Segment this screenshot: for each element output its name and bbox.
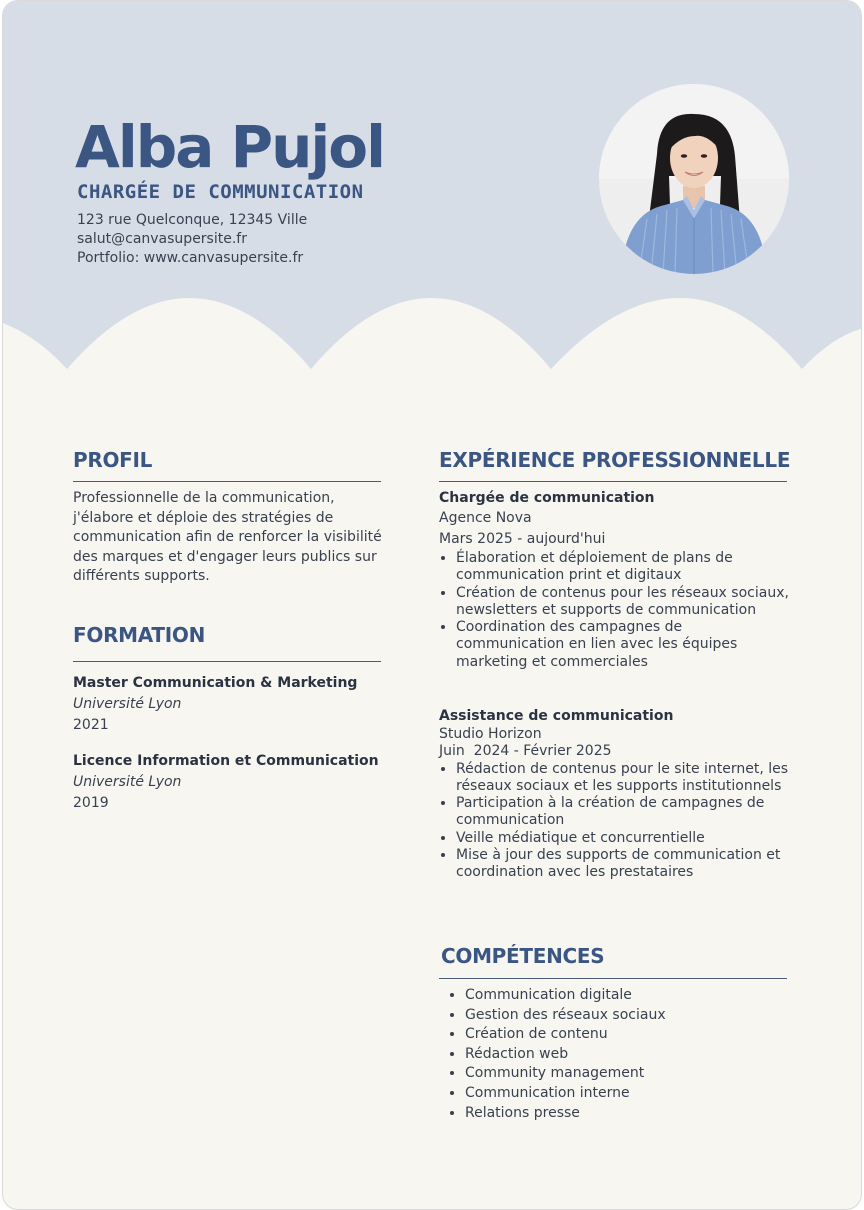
- education-section-title: FORMATION: [73, 623, 206, 647]
- skill-item: • Création de contenu: [465, 1025, 789, 1045]
- contact-email: salut@canvasupersite.fr: [77, 231, 247, 247]
- experience-bullet: • Veille médiatique et concurrentielle: [456, 830, 789, 847]
- contact-portfolio: Portfolio: www.canvasupersite.fr: [77, 250, 304, 266]
- experience-company: Agence Nova: [439, 510, 532, 526]
- skill-item: • Communication interne: [465, 1084, 789, 1104]
- experience-company: Studio Horizon: [439, 725, 542, 742]
- experience-bullet: • Participation à la création de campagnes de communication: [456, 795, 789, 830]
- contact-block: [77, 211, 307, 268]
- skills-block: [439, 986, 789, 1123]
- experience-bullet: • Mise à jour des supports de communication et coordination avec les prestataires: [456, 847, 789, 882]
- skills-section-title: COMPÉTENCES: [441, 944, 605, 968]
- experience-bullet: • Coordination des campagnes de communication en lien avec les équipes marketing et commerciales: [456, 619, 789, 671]
- profile-text: Professionnelle de la communication, j'élabore et déploie des stratégies de communication afin de renforcer la visibilité des marques et d'engager leurs publics sur différents supports.: [73, 490, 382, 584]
- experience-dates: Juin 2024 - Février 2025: [439, 743, 612, 759]
- experience-entry: [439, 708, 789, 882]
- skill-item: • Community management: [465, 1064, 789, 1084]
- experience-section-title: EXPÉRIENCE PROFESSIONNELLE: [439, 448, 791, 472]
- skill-item: • Communication digitale: [465, 986, 789, 1006]
- education-degree: Licence Information et Communication: [73, 753, 379, 769]
- education-year: 2019: [73, 795, 109, 811]
- profile-photo: [599, 84, 789, 274]
- experience-dates: Mars 2025 - aujourd'hui: [439, 531, 606, 547]
- skill-item: • Rédaction web: [465, 1045, 789, 1065]
- skill-item: • Gestion des réseaux sociaux: [465, 1006, 789, 1026]
- education-entry: [73, 673, 393, 736]
- experience-role: Assistance de communication: [439, 708, 674, 724]
- experience-bullet: • Élaboration et déploiement de plans de communication print et digitaux: [456, 550, 789, 585]
- job-title: CHARGÉE DE COMMUNICATION: [77, 181, 364, 203]
- experience-entry: [439, 488, 789, 671]
- contact-address: 123 rue Quelconque, 12345 Ville: [77, 212, 308, 228]
- experience-bullet: • Rédaction de contenus pour le site internet, les réseaux sociaux et les supports institutionnels: [456, 761, 789, 796]
- experience-bullet: • Création de contenus pour les réseaux sociaux, newsletters et supports de communication: [456, 585, 789, 620]
- education-school: Université Lyon: [73, 696, 182, 712]
- profile-divider: [73, 481, 381, 482]
- candidate-name: Alba Pujol: [75, 113, 385, 181]
- profile-section-title: PROFIL: [73, 448, 153, 472]
- resume-page: [2, 0, 862, 1210]
- skill-item: • Relations presse: [465, 1104, 789, 1124]
- experience-divider: [439, 481, 787, 482]
- experience-bullet-list: [439, 550, 789, 671]
- education-entry: [73, 751, 393, 814]
- skills-list: [439, 986, 789, 1123]
- skills-divider: [439, 978, 787, 979]
- education-year: 2021: [73, 717, 109, 733]
- experience-bullet-list: [439, 761, 789, 882]
- experience-role: Chargée de communication: [439, 490, 655, 506]
- education-school: Université Lyon: [73, 774, 182, 790]
- education-degree: Master Communication & Marketing: [73, 675, 358, 691]
- education-divider: [73, 661, 381, 662]
